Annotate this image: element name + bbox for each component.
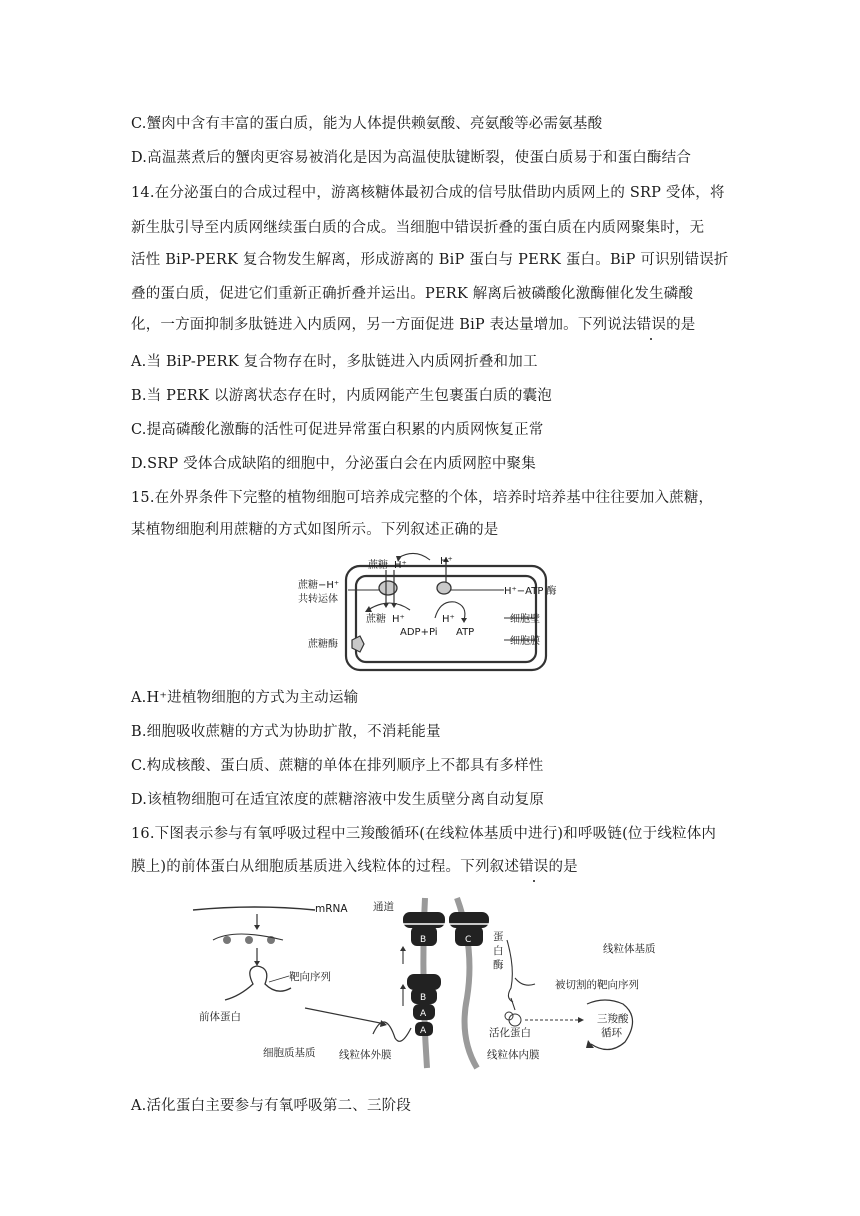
ribosomes [213,934,283,944]
label-protease-3: 酶 [493,959,504,971]
label-h-in: H⁺ [392,614,405,625]
q16-stem-line-1: 16.下图表示参与有氧呼吸过程中三羧酸循环(在线粒体基质中进行)和呼吸链(位于线粒体内 [131,826,717,842]
q16-stem-text: 膜上)的前体蛋白从细胞质基质进入线粒体的过程。下列叙述 [131,859,520,875]
label-c-top: C [465,935,472,945]
q14-stem-text: 化，一方面抑制多肽链进入内质网，另一方面促进 BiP 表达量增加。下列说法 [131,317,637,333]
q14-emphasis: 错误 [636,317,667,333]
q15-stem-line-1: 15.在外界条件下完整的植物细胞可培养成完整的个体，培养时培养基中往往要加入蔗糖， [131,490,714,506]
label-h-cycle: H⁺ [442,614,455,625]
q13-option-c: C.蟹肉中含有丰富的蛋白质，能为人体提供赖氨酸、亮氨酸等必需氨基酸 [131,116,603,132]
q16-stem-line-2 [131,855,578,876]
label-h-atpase: H⁺−ATP 酶 [504,586,557,597]
label-a-upper: A [420,1009,427,1019]
q14-option-b: B.当 PERK 以游离状态存在时，内质网能产生包裹蛋白质的囊泡 [131,388,552,404]
sucrase-shape [352,636,364,652]
label-cotransporter-1: 蔗糖−H⁺ [298,580,340,591]
label-adp: ADP+Pi [400,627,438,638]
q15-figure [290,548,590,678]
q14-option-a: A.当 BiP-PERK 复合物存在时，多肽链进入内质网折叠和加工 [131,354,538,370]
atpase-shape [437,582,451,594]
q16-emphasis: 错误 [519,859,549,875]
q14-stem-line-1: 14.在分泌蛋白的合成过程中，游离核糖体最初合成的信号肽借助内质网上的 SRP 受体，将 [131,185,725,201]
q14-stem-line-4: 叠的蛋白质，促进它们重新正确折叠并运出。PERK 解离后被磷酸化激酶催化发生磷酸 [131,286,694,302]
label-mrna: mRNA [315,903,348,915]
label-tca-1: 三羧酸 [597,1013,629,1025]
label-precursor: 前体蛋白 [199,1011,241,1023]
label-b-top: B [420,935,427,945]
label-tca-2: 循环 [601,1027,622,1039]
label-sucrose-in: 蔗糖 [366,614,386,625]
label-cell-wall: 细胞壁 [510,614,540,625]
q13-option-d: D.高温蒸煮后的蟹肉更容易被消化是因为高温使肽键断裂，使蛋白质易于和蛋白酶结合 [131,150,692,166]
label-b-lower: B [420,993,427,1003]
q14-stem-line-2: 新生肽引导至内质网继续蛋白质的合成。当细胞中错误折叠的蛋白质在内质网聚集时，无 [131,220,705,236]
label-cytosol: 细胞质基质 [263,1047,316,1059]
label-atp: ATP [456,627,475,638]
q15-option-c: C.构成核酸、蛋白质、蔗糖的单体在排列顺序上不都具有多样性 [131,758,544,774]
label-channel: 通道 [373,901,394,913]
label-cell-membrane: 细胞膜 [510,636,540,647]
q15-option-d: D.该植物细胞可在适宜浓度的蔗糖溶液中发生质壁分离自动复原 [131,792,545,808]
label-sucrose-top: 蔗糖 [368,560,388,571]
label-matrix: 线粒体基质 [603,943,656,955]
q15-option-a: A.H⁺进植物细胞的方式为主动运输 [131,690,359,706]
label-a-lower: A [420,1026,427,1036]
label-protease-1: 蛋 [493,931,504,943]
label-cotransporter-2: 共转运体 [298,594,338,605]
q14-option-d: D.SRP 受体合成缺陷的细胞中，分泌蛋白会在内质网腔中聚集 [131,456,536,472]
label-sucrase: 蔗糖酶 [308,639,338,650]
q15-stem-line-2: 某植物细胞利用蔗糖的方式如图所示。下列叙述正确的是 [131,522,499,538]
label-inner-membrane: 线粒体内膜 [487,1049,540,1061]
label-outer-membrane: 线粒体外膜 [339,1049,392,1061]
label-cleaved-seq: 被切割的靶向序列 [555,979,639,991]
q16-option-a: A.活化蛋白主要参与有氧呼吸第二、三阶段 [131,1098,412,1114]
label-target-seq: 靶向序列 [289,971,331,983]
q15-option-b: B.细胞吸收蔗糖的方式为协助扩散，不消耗能量 [131,724,441,740]
label-h-top: H⁺ [394,560,407,571]
q14-stem-line-3: 活性 BiP-PERK 复合物发生解离，形成游离的 BiP 蛋白与 PERK 蛋白。BiP 可识别错误折 [131,252,729,268]
q14-stem-end: 的是 [666,317,696,333]
label-protease-2: 白 [493,945,504,957]
q16-figure [185,888,685,1078]
q16-stem-end: 的是 [548,859,578,875]
q14-stem-line-5 [131,313,695,334]
q14-option-c: C.提高磷酸化激酶的活性可促进异常蛋白积累的内质网恢复正常 [131,422,544,438]
label-activated: 活化蛋白 [489,1027,531,1039]
label-h-out: H⁺ [440,556,453,567]
